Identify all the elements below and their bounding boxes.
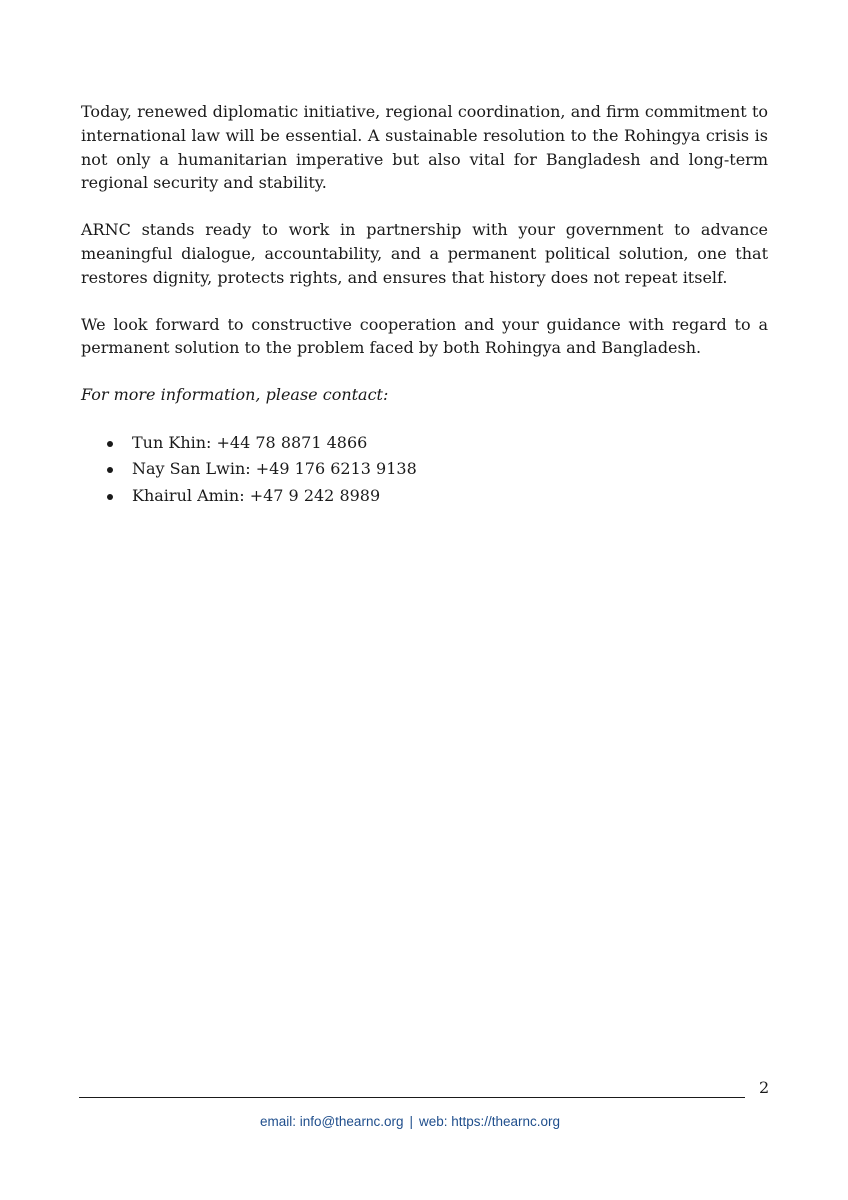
document-body bbox=[81, 100, 768, 509]
list-item bbox=[81, 430, 768, 457]
contact-heading: For more information, please contact: bbox=[81, 385, 389, 405]
bullet-icon bbox=[107, 494, 113, 500]
contact-entry: Khairul Amin: +47 9 242 8989 bbox=[132, 485, 381, 505]
footer-web-link[interactable]: web: https://thearnc.org bbox=[418, 1114, 561, 1129]
paragraph: We look forward to constructive cooperation and your guidance with regard to a permanent solution to the problem faced by both Rohingya and Bangladesh. bbox=[81, 314, 768, 358]
contact-list bbox=[81, 430, 768, 510]
contact-entry: Nay San Lwin: +49 176 6213 9138 bbox=[132, 459, 417, 479]
list-item bbox=[81, 483, 768, 510]
paragraph: Today, renewed diplomatic initiative, regional coordination, and firm commitment to international law will be essential. A sustainable resolution to the Rohingya crisis is not only a humanitarian imperative but also vital for Bangladesh and long-term regional security and stability. bbox=[81, 102, 768, 193]
footer-divider bbox=[79, 1097, 745, 1098]
footer-separator: | bbox=[409, 1114, 413, 1129]
footer-contact bbox=[0, 1114, 820, 1129]
paragraph: ARNC stands ready to work in partnership with your government to advance meaningful dialogue, accountability, and a permanent political solution, one that restores dignity, protects rights, and ensures that history does not repeat itself. bbox=[81, 220, 768, 287]
footer-email-link[interactable]: email: info@thearnc.org bbox=[259, 1114, 404, 1129]
bullet-icon bbox=[107, 441, 113, 447]
bullet-icon bbox=[107, 467, 113, 473]
page-number: 2 bbox=[759, 1078, 770, 1097]
contact-entry: Tun Khin: +44 78 8871 4866 bbox=[132, 432, 368, 452]
list-item bbox=[81, 456, 768, 483]
